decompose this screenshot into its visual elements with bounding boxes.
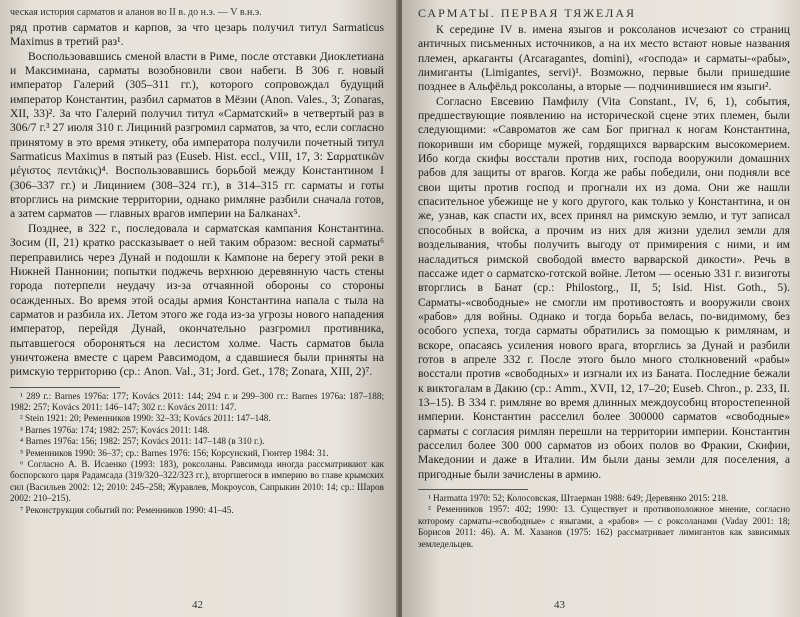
running-head-right: САРМАТЫ. ПЕРВАЯ ТЯЖЕЛАЯ [418,6,637,20]
footnote: ³ Barnes 1976a: 174; 1982: 257; Kovács 2011: 148. [20,424,210,435]
footnote-divider [418,489,528,490]
right-paragraph: Согласно Евсевию Памфилу (Vita Constant., IV, 6, 1), события, предшествующие появлению на исторической сцене этих племен, были следующими: «Савроматов же сам Бог пригнал к ногам Константина, покоривши им сборище мужей, гордящихся варварским высокомерием. Ибо когда скифы восстали против них, господа вооружили домашних рабов для защиты от врагов. Когда же рабы победили, они подняли все свои щиты против господ и прогнали их из дома. Они же нашли спасительное убежище не у кого другого, как только у Константина, и он же, узнав, как спасти их, всех принял на римскую землю, и тут записал способных в войска, а прочим из них для жизни уделил земли для возделывания, чтобы получить выгоду от примирения с ними, и им насладиться римской свободой вместо варварской дикости». Речь в пассаже идет о сарматско-готской войне. Летом — осенью 331 г. визиготы вторглись в Банат (ср.: Philostorg., II, 5; Isid. Hist. Goth., 5). Сарматы-«свободные» не смогли им противостоять и вооружили своих «рабов» для войны. Однако и тогда борьба велась, по-видимому, без особого успеха, тогда сарматы обратились за помощью к римлянам, и вскоре, опасаясь усиления нового врага, вторглись за Дунай и разбили готов в апреле 332 г. После этого было много столкновений «рабы» восстали против «свободных» и изгнали их из Баната. Последние бежали к виктогалам в Дакию (ср.: Amm., XVII, 12, 17–20; Euseb. Chron., р. 233, II. 13–15). В 334 г. римляне во время длинных междоусобиц второстепенной империи. Константин расселил более 300000 сарматов «свободные» сарматы с согласия римлян перешли на территории империи. Константин расселил более 300 000 сарматов из обоих полов во Фракии, Скифии, Македонии и даже в Италии. Им были даны земли для поселения, а пригодные были зачислены в армию. [418,94,790,481]
right-footnotes [418,493,790,550]
footnote: ⁴ Barnes 1976a: 156; 1982: 257; Kovács 2011: 147–148 (в 310 г.). [20,436,265,447]
right-page [402,0,800,617]
running-head-left: ческая история сарматов и аланов во II в. до н.э. — V в.н.э. [10,7,262,18]
left-page [0,0,398,617]
left-paragraph: Позднее, в 322 г., последовала и сарматская кампания Константина. Зосим (II, 21) кратко рассказывает о ней таким образом: весной сарматы⁶ переправились через Дунай и подошли к Кампоне на берегу этой реки в Нижней Паннонии; попытки поджечь верхнюю деревянную часть стены города потерпели неудачу из-за отчаянной обороны со стороны осажденных. Во время этой осады армия Константина напала с тыла на сарматов и разбила их. Летом этого же года из-за угрозы нового нападения император, перейдя Дунай, окончательно разгромил противника, пытавшегося обороняться на лесистом холме. Часть сарматов была уничтожена вместе с царем Равсимодом, а сдавшиеся были приняты на римскую территорию (ср.: Anon. Val., 31; Jord. Get., 178; Zonara, XIII, 2)⁷. [10,221,384,379]
left-paragraph: ряд против сарматов и карпов, за что цезарь получил титул Sarmaticus Maximus в третий раз¹. [10,21,384,49]
footnote: ² Ременников 1957: 402; 1990: 13. Существует и противоположное мнение, согласно которому сарматы-«свободные» с языгами, а «рабов» — с роксоланами (Vaday 2001: 18; Борисов 2011: 46). А. М. Хазанов (1975: 162) рассматривает лимигантов как зависимых земледельцев. [418,504,790,549]
footnote: ² Stein 1921: 20; Ременников 1990: 32–33; Kovács 2011: 147–148. [20,413,271,424]
page-number-right: 43 [554,599,565,611]
left-paragraph: Воспользовавшись сменой власти в Риме, после отставки Диоклетиана и Максимиана, сарматы возобновили свои набеги. В 306 г. новый император Галерий (305–311 гг.), которого сопровождал будущий император Константин, разбил сарматов в Мёзии (Anon. Vales., 3; Zonaras, XII, 33)². За что Галерий получил титул «Сарматский» в четвертый раз в 306/7 г.³ 27 июля 310 г. Лициний разгромил сарматов, за что, если согласно принятому в это время этикету, оба императора получили почетный титул Sarmaticus Maximus в пятый раз (Euseb. Hist. eccl., VIII, 17, 3: Σαρματικῶν μέγιστος πεντάκις)⁴. Воспользовавшись борьбой между Константином I (306–337 гг.) и Лицинием (308–324 гг.), в 314–315 гг. сарматы и готы вторглись на римские территории, однако римляне разбили сначала готов, а затем сарматов — главных врагов империи на Балканах⁵. [10,49,384,221]
footnote: ⁵ Ременников 1990: 36–37; ср.: Barnes 1976: 156; Корсунский, Гюнтер 1984: 31. [20,447,329,458]
left-footnotes [10,391,384,516]
footnote: ¹ 289 г.: Barnes 1976a: 177; Kovács 2011: 144; 294 г. и 299–300 гг.: Barnes 1976a: 187–188; 1982: 257; Kovács 2011: 146–147; 302 г.: Kovács 2011: 147. [10,390,384,412]
right-body-text [418,23,790,482]
left-body-text [10,21,384,380]
footnote: ⁷ Реконструкция событий по: Ременников 1990: 41–45. [20,504,234,515]
footnote-divider [10,387,120,388]
footnote: ¹ Harmatta 1970: 52; Колосовская, Штаерман 1988: 649; Деревянко 2015: 218. [428,493,729,503]
page-number-left: 42 [192,599,203,611]
footnote: ⁶ Согласно А. В. Исаенко (1993: 183), роксоланы. Равсимода иногда рассматривают как боспорского царя Радамсада (319/320–322/323 гг.), вторгшегося в империю во главе крымских сил (Васильев 2002: 12; 2010: 245–258; Журавлев, Мокроусов, Сапрыкин 2010: 14; ср.: Шаров 2002: 210–215). [10,459,384,504]
right-paragraph: К середине IV в. имена языгов и роксоланов исчезают со страниц античных письменных источников, а на их место встают новые названия племен, аркаганты (Arcaragantes, domini), «господа» и сарматы-«рабы», лимиганты (Limigantes, servi)¹. Возможно, первые были пришедшие позднее в Альфёльд роксоланы, а вторые — подчинившиеся им языги². [418,23,790,94]
